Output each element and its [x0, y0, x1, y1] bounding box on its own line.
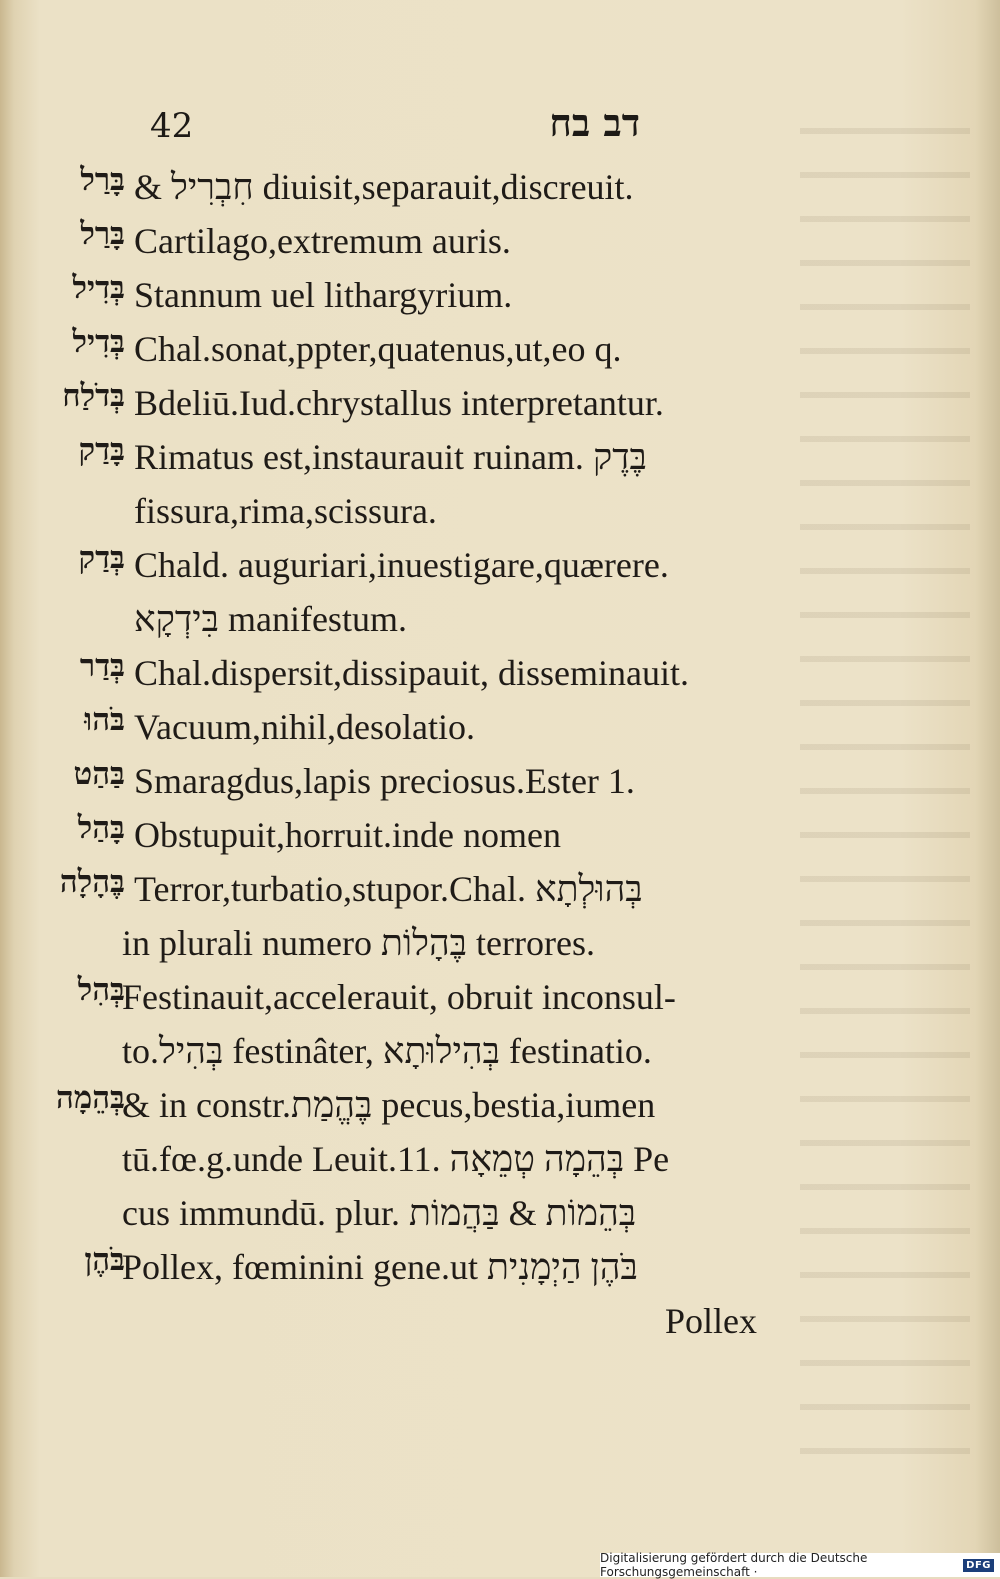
entry-headword: בָּרַל: [80, 216, 125, 252]
entry-line: [0, 268, 1000, 322]
entry-line: [0, 646, 1000, 700]
entry-headword: בָּדַק: [78, 432, 125, 468]
entry-continuation: [0, 1186, 1000, 1240]
entry-headword: בְּהִל: [77, 972, 125, 1008]
entry-headword: בָּהַל: [77, 810, 125, 846]
page-header: [150, 100, 640, 150]
entry-line: [0, 430, 1000, 484]
entry-continuation: [0, 592, 1000, 646]
entry-text: in plurali numero בֶּהָלוֹת terrores.: [122, 923, 595, 963]
entry-text: fissura,rima,scissura.: [134, 491, 437, 531]
entry-text: Cartilago,extremum auris.: [134, 221, 511, 261]
digitization-credit: [600, 1553, 1000, 1577]
entry-text: בִּידְקָא manifestum.: [134, 599, 407, 639]
entry-text: Smaragdus,lapis preciosus.Ester 1.: [134, 761, 635, 801]
entry-line: [0, 754, 1000, 808]
entry-line: [0, 376, 1000, 430]
entry-headword: בֹּהוּ: [84, 702, 125, 738]
dictionary-entries: [0, 160, 1000, 1348]
entry-text: Vacuum,nihil,desolatio.: [134, 707, 475, 747]
entry-text: & in constr.בֶּהֱמַת pecus,bestia,iumen: [122, 1085, 656, 1125]
entry-headword: בְּדַק: [78, 540, 125, 576]
entry-text: & חִבְרִיל diuisit,separauit,discreuit.: [134, 167, 634, 207]
entry-line: [0, 214, 1000, 268]
entry-text: Festinauit,accelerauit, obruit inconsul-: [122, 977, 676, 1017]
entry-line: [0, 538, 1000, 592]
entry-text: Terror,turbatio,stupor.Chal. בְּהוּלְתָא: [134, 869, 643, 909]
entry-line: [0, 808, 1000, 862]
entry-text: to.בְּהִיל festinâter, בְּהִילוּתָא festinatio.: [122, 1031, 652, 1071]
entry-text: Rimatus est,instaurauit ruinam. בֶּדֶק: [134, 437, 647, 477]
folio-number: 42: [150, 106, 194, 146]
entry-line: [0, 322, 1000, 376]
entry-line: [0, 1240, 1000, 1294]
entry-text: Chal.sonat,ppter,quatenus,ut,eo q.: [134, 329, 622, 369]
entry-headword: בָּרַל: [80, 162, 125, 198]
entry-text: cus immundū. plur. בְּהֵמוֹת & בַּהֲמוֹת: [122, 1193, 637, 1233]
entry-text: Stannum uel lithargyrium.: [134, 275, 513, 315]
entry-headword: בְּדִיל: [72, 270, 125, 306]
catchword: Pollex: [665, 1301, 758, 1341]
entry-line: [0, 862, 1000, 916]
entry-text: Chald. auguriari,inuestigare,quærere.: [134, 545, 669, 585]
entry-text: Obstupuit,horruit.inde nomen: [134, 815, 561, 855]
entry-headword: בְּדֹלַח: [62, 378, 125, 414]
hebrew-running-head: דב בח: [549, 100, 640, 145]
entry-headword: בְּהֵמָה: [56, 1080, 125, 1116]
entry-line: [0, 700, 1000, 754]
entry-text: tū.fœ.g.unde Leuit.11. בְּהֵמָה טְמֵאָה Pe: [122, 1139, 670, 1179]
entry-continuation: [0, 1024, 1000, 1078]
dfg-logo: DFG: [963, 1559, 994, 1572]
entry-headword: בֶּהָלָה: [59, 864, 125, 900]
entry-text: Pollex, fœminini gene.ut בֹּהֶן הַיְמָנִית: [122, 1247, 638, 1287]
entry-text: Chal.dispersit,dissipauit, disseminauit.: [134, 653, 689, 693]
entry-text: Bdeliū.Iud.chrystallus interpretantur.: [134, 383, 664, 423]
entry-headword: בֹּהֶן: [84, 1242, 125, 1278]
entry-headword: בְּדִיל: [72, 324, 125, 360]
entry-headword: בְּדַר: [79, 648, 125, 684]
entry-continuation: [0, 916, 1000, 970]
entry-headword: בַּהַט: [73, 756, 125, 792]
entry-continuation: [0, 1132, 1000, 1186]
credit-text: Digitalisierung gefördert durch die Deutsche Forschungsgemeinschaft ·: [600, 1551, 868, 1579]
catchword-line: [0, 1294, 1000, 1348]
entry-line: [0, 970, 1000, 1024]
entry-line: [0, 160, 1000, 214]
entry-line: [0, 1078, 1000, 1132]
entry-continuation: [0, 484, 1000, 538]
